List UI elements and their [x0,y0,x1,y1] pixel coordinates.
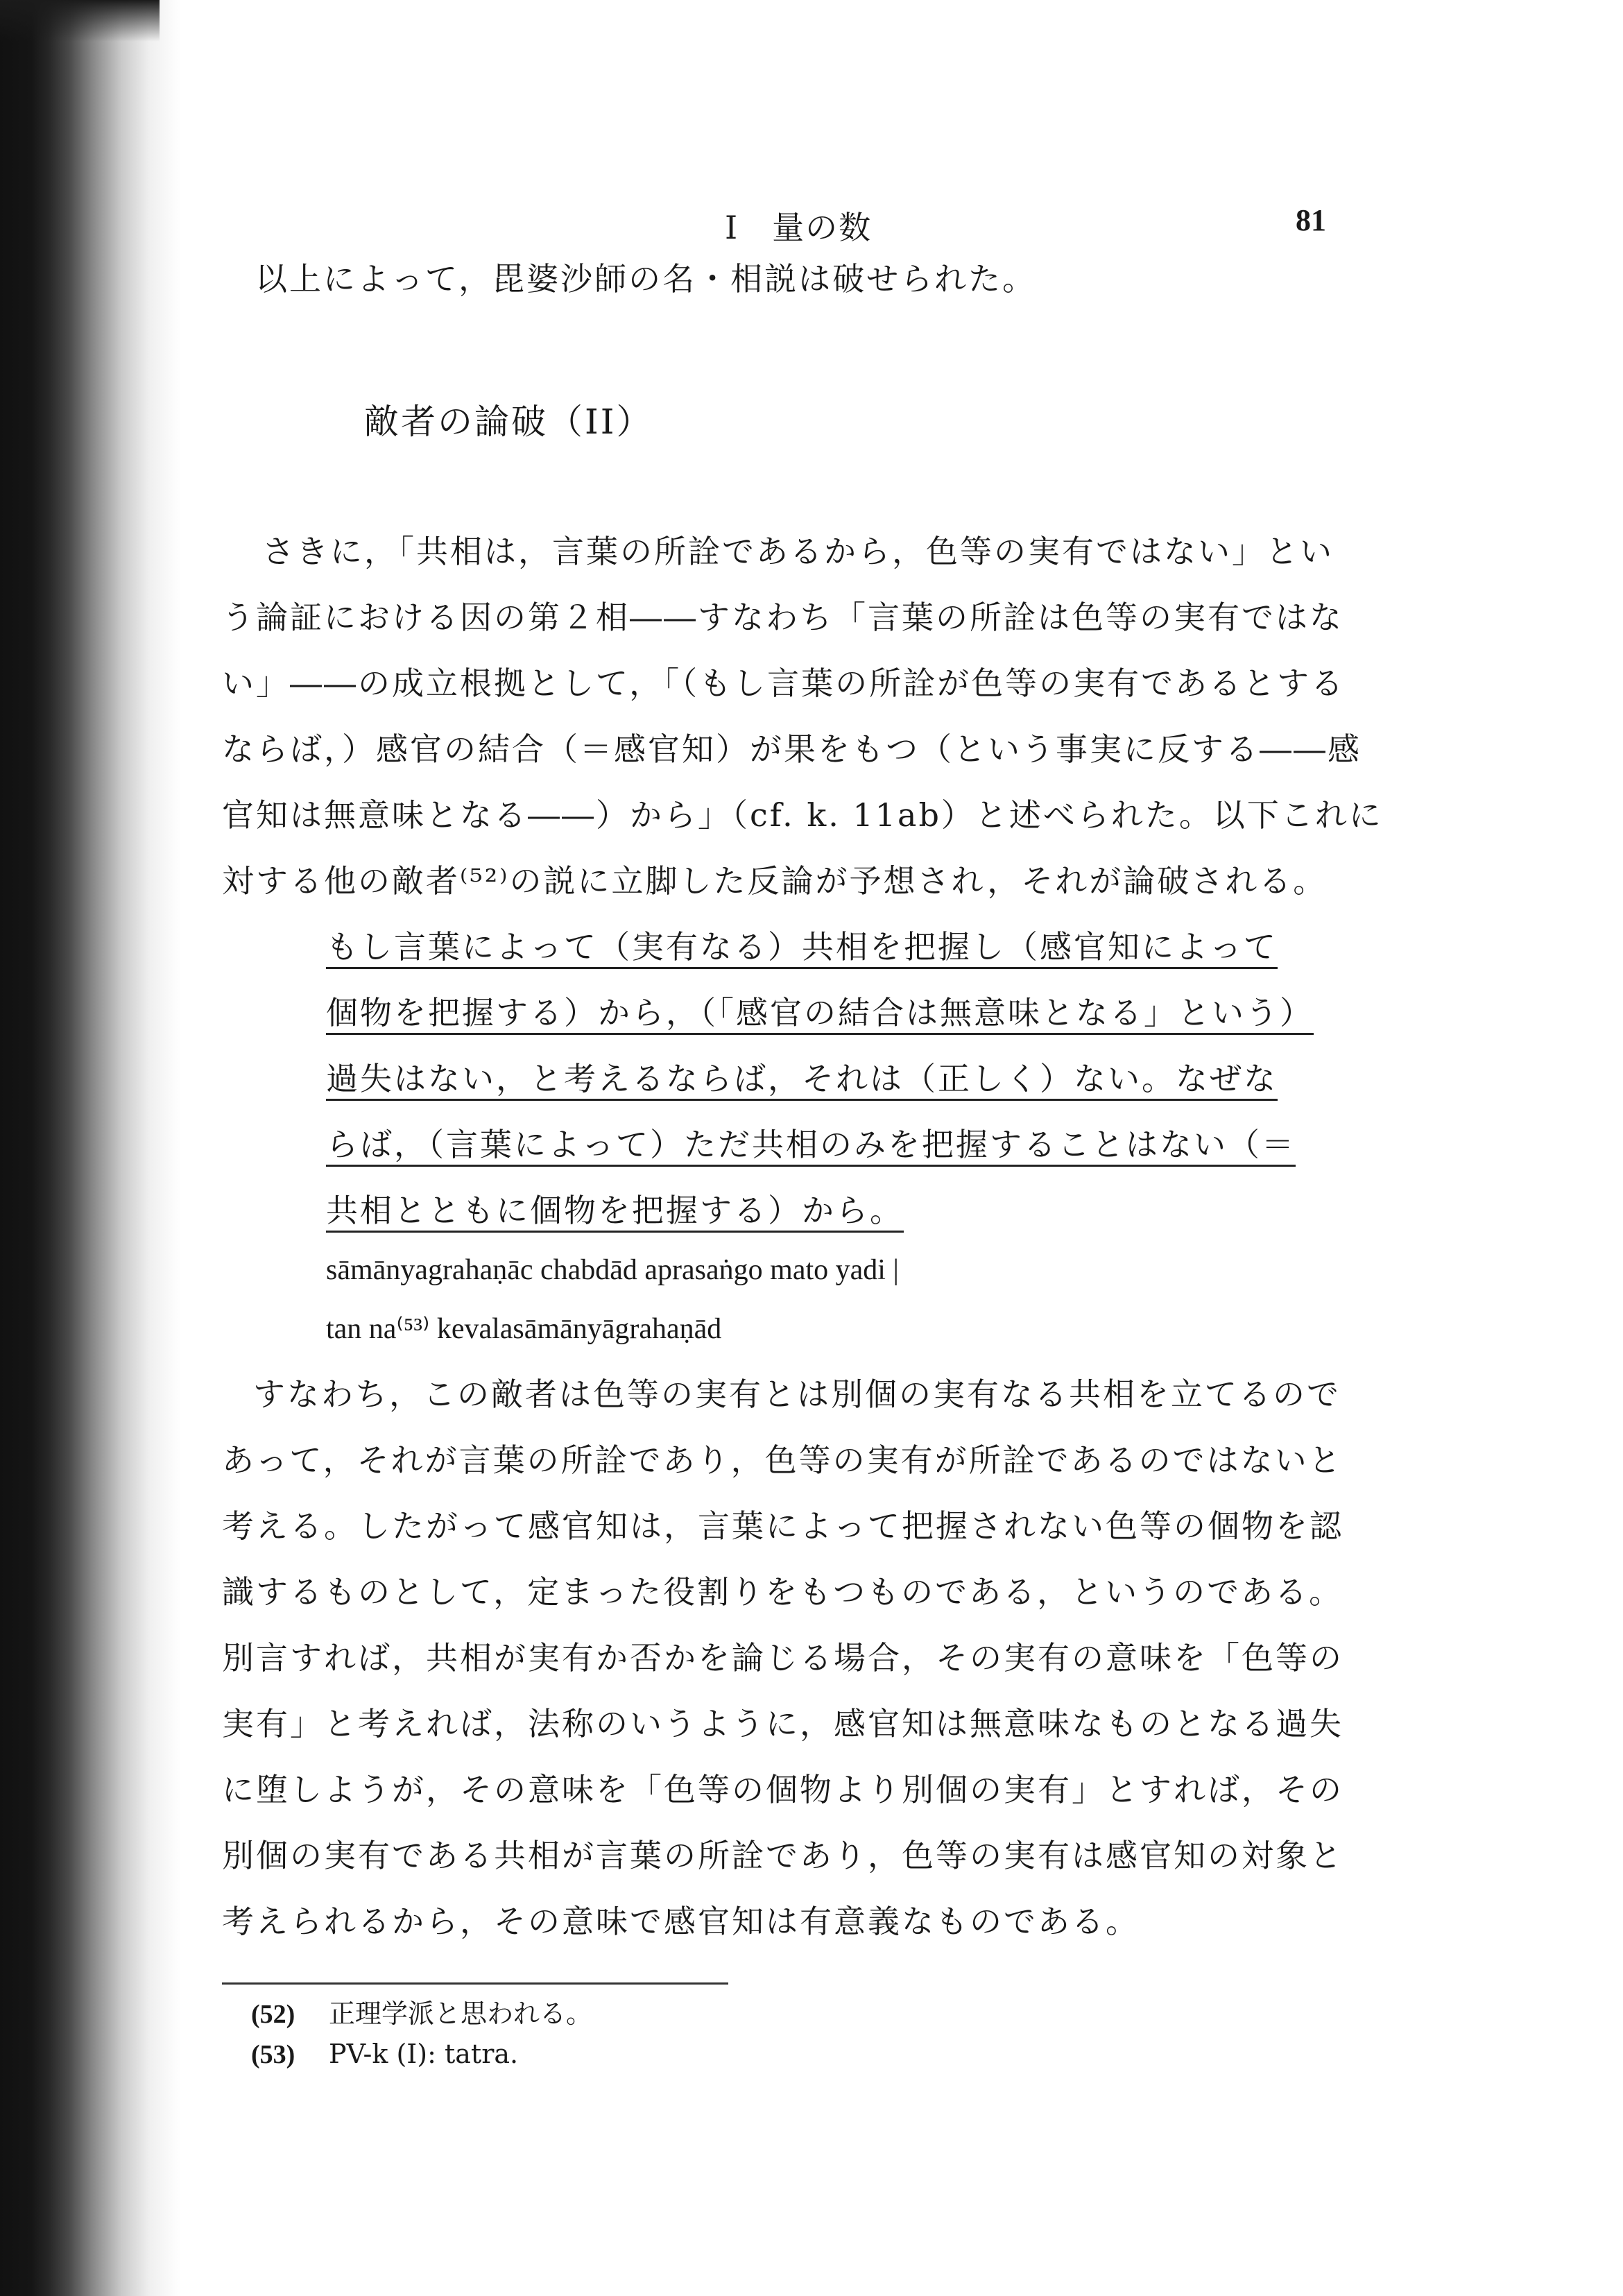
footnote-divider [222,1982,728,1985]
paragraph2-line: すなわち，この敵者は色等の実有とは別個の実有なる共相を立てるので [253,1376,1341,1413]
verse-translation-line [326,1124,1296,1165]
paragraph1-line: ならば，）感官の結合（＝感官知）が果をもつ（という事実に反する――感 [222,730,1362,768]
sanskrit-line: tan na⁽⁵³⁾ kevalasāmānyāgrahaṇād [326,1313,722,1345]
paragraph2-line: 実有」と考えれば，法称のいうように，感官知は無意味なものとなる過失 [222,1705,1343,1742]
paragraph2-line: あって，それが言葉の所詮であり，色等の実有が所詮であるのではないと [222,1441,1343,1479]
scan-binding-edge [0,0,180,2296]
verse-translation-text: 過失はない，と考えるならば，それは（正しく）ない。なぜな [326,1060,1278,1101]
paragraph2-line: 別個の実有である共相が言葉の所詮であり，色等の実有は感官知の対象と [222,1837,1343,1874]
intro-line: 以上によって，毘婆沙師の名・相説は破せられた。 [255,260,1037,298]
verse-translation-line [326,992,1314,1034]
sanskrit-line: sāmānyagrahaṇāc chabdād aprasaṅgo mato yadi | [326,1254,899,1286]
footnote-number: (53) [251,2040,295,2069]
paragraph2-line: 考えられるから，その意味で感官知は有意義なものである。 [222,1903,1140,1940]
verse-translation-line [326,1058,1278,1099]
paragraph1-line: 対する他の敵者⁽⁵²⁾の説に立脚した反論が予想され，それが論破される。 [222,862,1328,900]
footnote-number: (52) [251,2000,295,2029]
paragraph2-line: 別言すれば，共相が実有か否かを論じる場合，その実有の意味を「色等の [222,1639,1343,1677]
paragraph1-line: 官知は無意味となる――）から」（cf. k. 11ab）と述べられた。以下これに [222,796,1383,834]
paragraph1-line: さきに，「共相は，言葉の所詮であるから，色等の実有ではない」とい [262,533,1334,570]
paragraph2-line: に堕しようが，その意味を「色等の個物より別個の実有」とすれば，その [222,1771,1343,1808]
verse-translation-text: もし言葉によって（実有なる）共相を把握し（感官知によって [326,928,1278,969]
verse-translation-text: 共相とともに個物を把握する）から。 [326,1192,904,1233]
paragraph2-line: 識するものとして，定まった役割りをもつものである，というのである。 [222,1573,1343,1611]
footnote-text: 正理学派と思われる。 [329,1998,593,2029]
page-number: 81 [1296,203,1326,237]
verse-translation-text: らば，（言葉によって）ただ共相のみを把握することはない（＝ [326,1126,1296,1167]
verse-translation-text: 個物を把握する）から，（「感官の結合は無意味となる」という） [326,994,1314,1035]
section-heading: 敵者の論破（II） [364,402,653,442]
running-header-title: I 量の数 [725,209,873,246]
footnote [251,2037,518,2072]
paragraph2-line: 考える。したがって感官知は，言葉によって把握されない色等の個物を認 [222,1507,1343,1545]
verse-translation-line [326,926,1278,968]
footnote-text: PV-k (I): tatra. [329,2039,519,2069]
footnote [251,1996,592,2032]
verse-translation-line [326,1190,904,1231]
paragraph1-line: い」――の成立根拠として，「（もし言葉の所詮が色等の実有であるとする [222,665,1346,702]
scan-shadow [0,0,160,42]
paragraph1-line: う論証における因の第２相――すなわち「言葉の所詮は色等の実有ではな [222,599,1343,636]
